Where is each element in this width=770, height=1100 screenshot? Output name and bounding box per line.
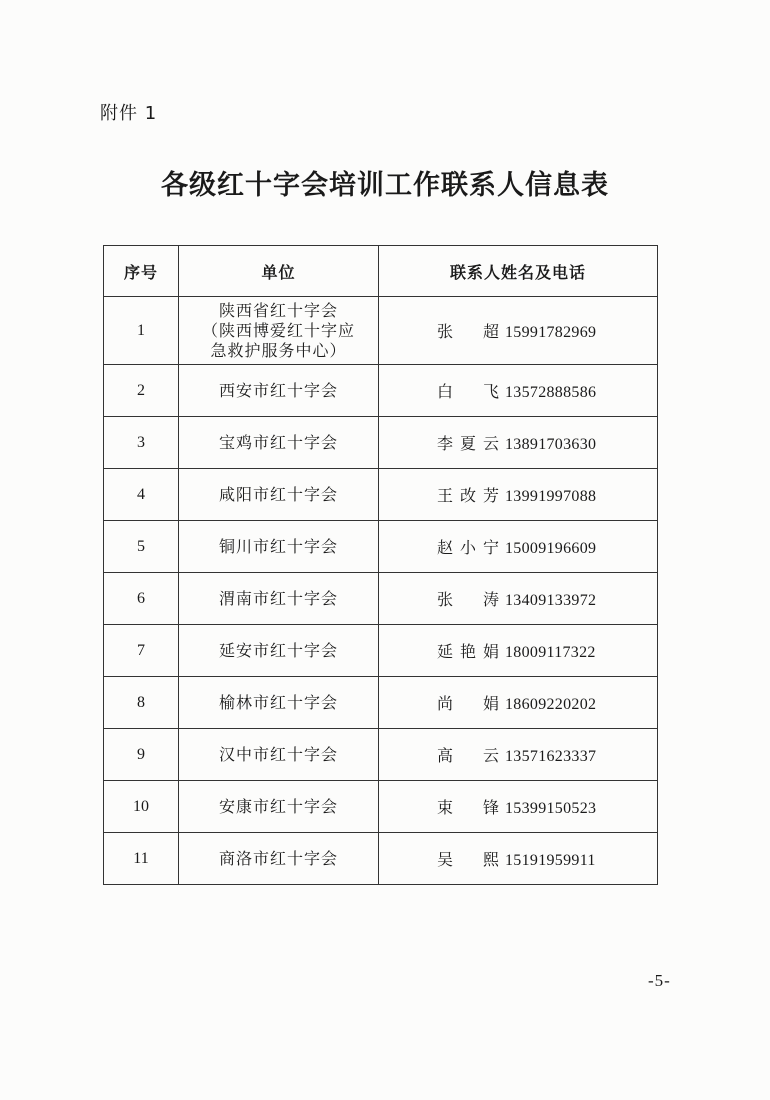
contact-phone: 15009196609: [505, 540, 597, 557]
contact-phone: 15991782969: [505, 324, 597, 341]
contact-name: 尚 娟: [437, 694, 499, 713]
contact-name: 王改芳: [437, 486, 499, 505]
table-row: [104, 781, 658, 833]
cell-seq: 1: [104, 297, 179, 365]
header-seq: 序号: [104, 246, 179, 297]
table-row: [104, 469, 658, 521]
contact-phone: 18009117322: [505, 644, 596, 661]
cell-contact: [379, 781, 658, 833]
table-row: [104, 833, 658, 885]
cell-unit: [179, 781, 379, 833]
contact-table: [103, 245, 658, 885]
cell-contact: [379, 573, 658, 625]
header-unit: 单位: [179, 246, 379, 297]
header-contact: 联系人姓名及电话: [379, 246, 658, 297]
unit-line: 西安市红十字会: [218, 380, 338, 400]
cell-contact: [379, 521, 658, 573]
contact-name: 李夏云: [437, 434, 499, 453]
unit-line: 渭南市红十字会: [218, 588, 338, 608]
page-number: -5-: [648, 971, 671, 990]
cell-seq: 10: [104, 781, 179, 833]
contact-name: 吴 熙: [437, 850, 499, 869]
unit-line: 铜川市红十字会: [218, 536, 338, 556]
cell-seq: 4: [104, 469, 179, 521]
contact-name: 高 云: [437, 746, 499, 765]
cell-unit: [179, 469, 379, 521]
attachment-label: 附件 1: [100, 103, 158, 124]
cell-seq: 9: [104, 729, 179, 781]
cell-unit: [179, 297, 379, 365]
cell-contact: [379, 417, 658, 469]
cell-unit: [179, 573, 379, 625]
table-row: [104, 677, 658, 729]
cell-contact: [379, 625, 658, 677]
table-header-row: [104, 246, 658, 297]
contact-name: 延艳娟: [437, 642, 499, 661]
table-row: [104, 729, 658, 781]
table-row: [104, 521, 658, 573]
table-row: [104, 573, 658, 625]
cell-seq: 5: [104, 521, 179, 573]
cell-unit: [179, 417, 379, 469]
page-title: 各级红十字会培训工作联系人信息表: [161, 170, 609, 201]
unit-line: 急救护服务中心）: [210, 340, 347, 360]
unit-line: 咸阳市红十字会: [218, 484, 338, 504]
cell-contact: [379, 297, 658, 365]
unit-line: 宝鸡市红十字会: [218, 432, 338, 452]
contact-phone: 13409133972: [505, 592, 597, 609]
contact-name: 张 涛: [437, 590, 499, 609]
contact-name: 赵小宁: [437, 538, 499, 557]
cell-seq: 7: [104, 625, 179, 677]
unit-line: 汉中市红十字会: [218, 744, 338, 764]
contact-phone: 18609220202: [505, 696, 597, 713]
contact-phone: 15191959911: [505, 852, 596, 869]
cell-seq: 3: [104, 417, 179, 469]
contact-name: 束 锋: [437, 798, 499, 817]
unit-line: 榆林市红十字会: [218, 692, 338, 712]
unit-line: 延安市红十字会: [218, 640, 338, 660]
table-row: [104, 297, 658, 365]
cell-contact: [379, 833, 658, 885]
cell-unit: [179, 625, 379, 677]
table-row: [104, 365, 658, 417]
unit-line: 安康市红十字会: [218, 796, 338, 816]
unit-line: 陕西省红十字会: [218, 300, 338, 320]
contact-phone: 15399150523: [505, 800, 597, 817]
contact-name: 张 超: [437, 322, 499, 341]
unit-line: 商洛市红十字会: [218, 848, 338, 868]
cell-contact: [379, 469, 658, 521]
cell-seq: 6: [104, 573, 179, 625]
cell-seq: 2: [104, 365, 179, 417]
cell-seq: 8: [104, 677, 179, 729]
cell-seq: 11: [104, 833, 179, 885]
contact-phone: 13991997088: [505, 488, 597, 505]
cell-unit: [179, 521, 379, 573]
contact-phone: 13571623337: [505, 748, 597, 765]
cell-contact: [379, 729, 658, 781]
table-body: [104, 297, 658, 885]
cell-contact: [379, 365, 658, 417]
contact-name: 白 飞: [437, 382, 499, 401]
contact-phone: 13572888586: [505, 384, 597, 401]
cell-unit: [179, 365, 379, 417]
cell-unit: [179, 833, 379, 885]
table-row: [104, 625, 658, 677]
cell-unit: [179, 677, 379, 729]
cell-contact: [379, 677, 658, 729]
unit-line: （陕西博爱红十字应: [201, 320, 355, 340]
cell-unit: [179, 729, 379, 781]
table-row: [104, 417, 658, 469]
contact-phone: 13891703630: [505, 436, 597, 453]
